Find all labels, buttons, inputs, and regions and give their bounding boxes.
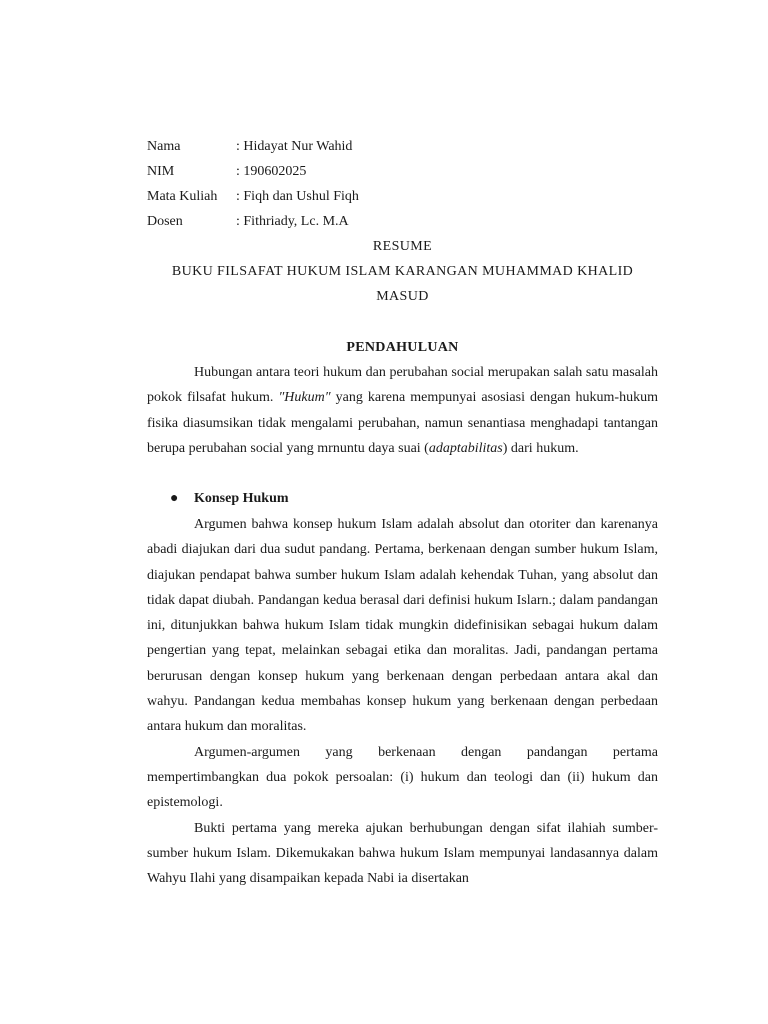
intro-text	[147, 360, 658, 461]
konsep-paragraph-1: Argumen bahwa konsep hukum Islam adalah absolut dan otoriter dan karenanya abadi diajukan dari dua sudut pandang. Pertama, berkenaan dengan sumber hukum Islam, diajukan pendapat bahwa sumber hukum Islam adalah kehendak Tuhan, yang absolut dan tidak dapat diubah. Pandangan kedua berasal dari definisi hukum Islarn.; dalam pandangan ini, ditunjukkan bahwa hukum Islam tidak mungkin didefinisikan sebagai hukum dalam pengertian yang tepat, melainkan sebagai etika dan moralitas. Jadi, pandangan pertama berurusan dengan konsep hukum yang berkenaan dengan perbedaan antara akal dan wahyu. Pandangan kedua membahas konsep hukum yang berkenaan dengan perbedaan antara hukum dan moralitas.	[147, 517, 658, 735]
intro-italic-adaptabilitas: adaptabilitas	[428, 440, 503, 456]
konsep-paragraph-3: Bukti pertama yang mereka ajukan berhubungan dengan sifat ilahiah sumber-sumber hukum Islam. Dikemukakan bahwa hukum Islam mempunyai landasannya dalam Wahyu Ilahi yang disampaikan kepada Nabi ia disertakan	[147, 820, 658, 887]
title-book: BUKU FILSAFAT HUKUM ISLAM KARANGAN MUHAMMAD KHALID	[171, 264, 634, 279]
info-row-nama	[147, 138, 352, 156]
nama-label: Nama	[147, 139, 181, 154]
konsep-hukum-heading: Konsep Hukum	[194, 491, 289, 506]
nama-value: : Hidayat Nur Wahid	[236, 139, 353, 154]
intro-text-part-2: yang karena mempunyai asosiasi dengan hukum-hukum fisika diasumsikan tidak mengalami perubahan, namun senantiasa menghadapi tantangan berupa perubahan social yang mrnuntu daya suai (	[147, 390, 658, 456]
intro-paragraph	[147, 360, 658, 461]
dosen-label: Dosen	[147, 214, 183, 229]
bullet-konsep-hukum	[170, 490, 289, 508]
konsep-paragraph-2: Argumen-argumen yang berkenaan dengan pandangan pertama mempertimbangkan dua pokok persoalan: (i) hukum dan teologi dan (ii) hukum dan epistemologi.	[147, 744, 658, 811]
title-resume: RESUME	[372, 239, 433, 254]
info-row-nim	[147, 163, 306, 181]
info-row-dosen	[147, 213, 349, 231]
mata-kuliah-label: Mata Kuliah	[147, 189, 218, 204]
intro-italic-hukum: ″Hukum″	[278, 390, 331, 406]
konsep-text	[147, 512, 658, 891]
section-heading-pendahuluan: PENDAHULUAN	[346, 340, 459, 355]
intro-text-part-3: ) dari hukum.	[502, 440, 579, 456]
nim-value: : 190602025	[236, 164, 307, 179]
bullet-dot-icon: ●	[170, 491, 179, 506]
title-author: MASUD	[376, 289, 429, 304]
mata-kuliah-value: : Fiqh dan Ushul Fiqh	[236, 189, 359, 204]
info-row-mata-kuliah	[147, 188, 359, 206]
intro-text-part-1: Hubungan antara teori hukum dan perubahan social merupakan salah satu masalah pokok filsafat hukum.	[147, 365, 658, 406]
dosen-value: : Fithriady, Lc. M.A	[236, 214, 349, 229]
nim-label: NIM	[147, 164, 175, 179]
